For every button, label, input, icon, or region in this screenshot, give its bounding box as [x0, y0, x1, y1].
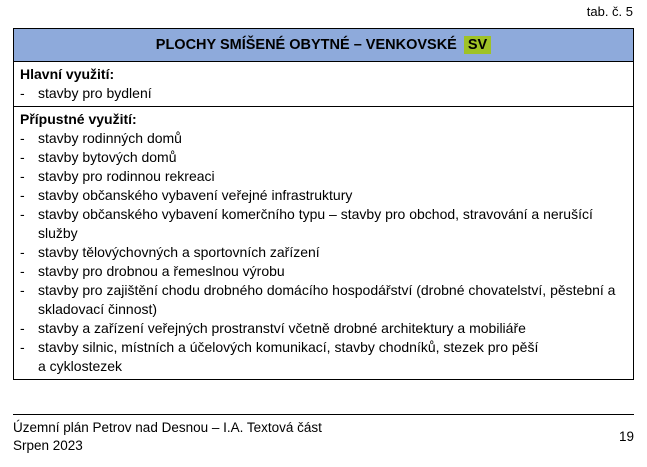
section-heading: Přípustné využití:: [20, 111, 137, 127]
bullet-dash: -: [20, 187, 25, 203]
list-item: [20, 262, 625, 281]
list-item-text: stavby občanského vybavení komerčního typu – stavby pro obchod, stravování a nerušící služby: [38, 206, 593, 241]
list-item-text: stavby pro drobnou a řemeslnou výrobu: [38, 263, 285, 279]
list-item-text: stavby tělovýchovných a sportovních zařízení: [38, 244, 320, 260]
bullet-dash: -: [20, 168, 25, 184]
zoning-table: [13, 28, 634, 380]
list-item: [20, 186, 625, 205]
list-item: [20, 319, 625, 338]
list-item-text: stavby pro rodinnou rekreaci: [38, 168, 215, 184]
list-item-text: stavby a zařízení veřejných prostranství včetně drobné architektury a mobiliáře: [38, 320, 526, 336]
bullet-dash: -: [20, 339, 25, 355]
list-item: [20, 205, 625, 243]
footer-text-block: [13, 419, 322, 455]
bullet-dash: -: [20, 282, 25, 298]
list-item-text: stavby bytových domů: [38, 149, 177, 165]
list-item-text: stavby pro bydlení: [38, 85, 152, 101]
bullet-dash: -: [20, 320, 25, 336]
bullet-dash: -: [20, 149, 25, 165]
bullet-dash: -: [20, 85, 25, 101]
list-item: [20, 84, 625, 103]
list-item: [20, 338, 625, 376]
list-item: [20, 281, 625, 319]
list-item-text: stavby silnic, místních a účelových komunikací, stavby chodníků, stezek pro pěší a cyklostezek: [38, 339, 539, 374]
bullet-dash: -: [20, 244, 25, 260]
list-item: [20, 129, 625, 148]
footer-date: Srpen 2023: [13, 438, 83, 453]
bullet-dash: -: [20, 130, 25, 146]
zone-code-badge: SV: [464, 36, 491, 54]
list-item: [20, 148, 625, 167]
page-number: 19: [618, 429, 634, 444]
table-header-row: [14, 29, 633, 62]
footer-divider: [13, 414, 634, 415]
list-item-text: stavby rodinných domů: [38, 130, 182, 146]
table-caption: tab. č. 5: [586, 4, 633, 19]
bullet-dash: -: [20, 263, 25, 279]
table-title: PLOCHY SMÍŠENÉ OBYTNÉ – VENKOVSKÉ: [155, 37, 457, 53]
list-item-text: stavby občanského vybavení veřejné infrastruktury: [38, 187, 353, 203]
list-item: [20, 243, 625, 262]
bullet-dash: -: [20, 206, 25, 222]
section-heading: Hlavní využití:: [20, 66, 115, 82]
footer-doc-title: Územní plán Petrov nad Desnou – I.A. Textová část: [13, 420, 322, 435]
list-item-text: stavby pro zajištění chodu drobného domácího hospodářství (drobné chovatelství, pěstební a skladovací činnost): [38, 282, 616, 317]
section-permissible-use: [14, 106, 633, 379]
section-main-use: [14, 62, 633, 106]
list-item: [20, 167, 625, 186]
page-footer: [13, 419, 634, 455]
